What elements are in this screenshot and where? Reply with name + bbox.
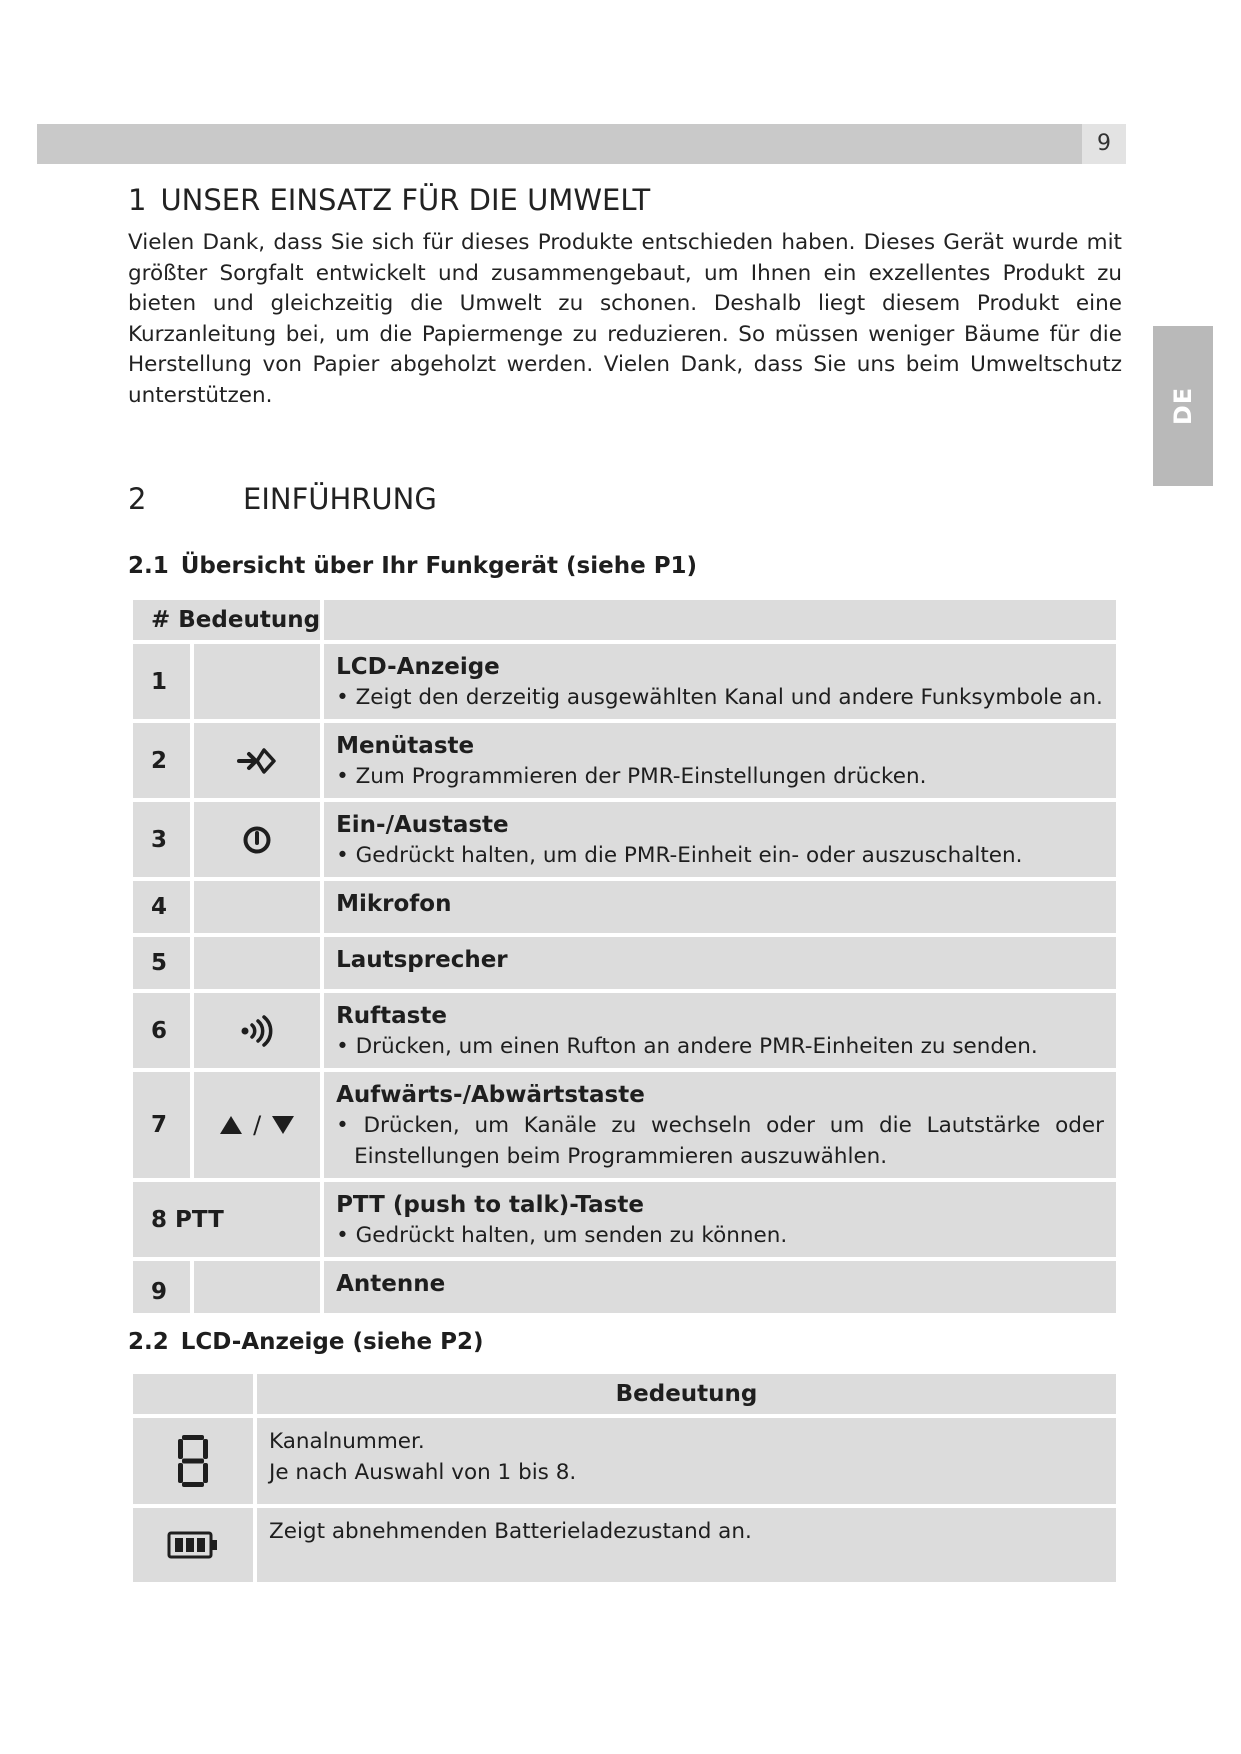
device-overview-table: [129, 596, 1120, 1317]
row-icon-cell: [194, 937, 320, 989]
language-tab-label: DE: [1169, 386, 1197, 426]
table-header-empty: [324, 600, 1116, 640]
language-tab: [1153, 326, 1213, 486]
call-signal-icon: [240, 1015, 274, 1047]
menu-arrow-icon: [237, 747, 277, 775]
table-row: [133, 937, 1116, 989]
table-row: [133, 1508, 1116, 1582]
row-icon-cell: [194, 644, 320, 719]
row-number: 4: [133, 881, 190, 933]
row-line: Zeigt abnehmenden Batterieladezustand an.: [269, 1519, 752, 1544]
row-title: Antenne: [336, 1271, 446, 1297]
section-2-number: 2: [128, 482, 147, 516]
row-icon-cell: [194, 1261, 320, 1313]
table-header-row: [133, 600, 1116, 640]
row-description: [257, 1508, 1116, 1582]
section-2-1-number: 2.1: [128, 553, 169, 579]
row-bullet: • Zum Programmieren der PMR-Einstellungen drücken.: [336, 764, 927, 789]
lcd-display-table: [129, 1370, 1120, 1586]
row-icon-cell: [194, 1072, 320, 1178]
section-1-title: UNSER EINSATZ FÜR DIE UMWELT: [160, 183, 651, 217]
row-description: [324, 1261, 1116, 1313]
row-description: [324, 723, 1116, 798]
row-icon-cell: [133, 1418, 253, 1504]
row-number-ptt-cell: [133, 1182, 320, 1257]
section-1-heading: [128, 183, 650, 217]
row-bullet: • Gedrückt halten, um senden zu können.: [336, 1223, 788, 1248]
row-bullet: • Zeigt den derzeitig ausgewählten Kanal und andere Funksymbole an.: [336, 685, 1103, 710]
row-icon-cell: [194, 802, 320, 877]
row-icon-cell: [194, 993, 320, 1068]
table-row: [133, 1072, 1116, 1178]
row-number: 7: [133, 1072, 190, 1178]
row-title: Ein-/Austaste: [336, 812, 509, 838]
row-description: [257, 1418, 1116, 1504]
row-bullet: • Drücken, um einen Rufton an andere PMR-Einheiten zu senden.: [336, 1034, 1038, 1059]
row-title: Menütaste: [336, 733, 475, 759]
row-number: 5: [133, 937, 190, 989]
down-arrow-icon: [270, 1114, 296, 1136]
row-icon-cell: [194, 723, 320, 798]
section-2-heading: [128, 482, 437, 516]
section-2-1-heading: [128, 553, 697, 579]
up-arrow-icon: [218, 1114, 244, 1136]
table-header-label: # Bedeutung: [151, 607, 321, 633]
section-2-title: EINFÜHRUNG: [243, 482, 437, 516]
table-row: [133, 723, 1116, 798]
row-title: LCD-Anzeige: [336, 654, 500, 680]
page-number: 9: [1082, 124, 1126, 164]
row-number: 2: [133, 723, 190, 798]
section-2-2-title: LCD-Anzeige (siehe P2): [180, 1329, 484, 1355]
table-row: [133, 1418, 1116, 1504]
battery-icon: [167, 1530, 219, 1560]
row-number: 9: [133, 1261, 190, 1313]
row-description: [324, 1182, 1116, 1257]
section-2-2-number: 2.2: [128, 1329, 169, 1355]
row-number: 3: [133, 802, 190, 877]
header-bar: [37, 124, 1082, 164]
table-header-row: [133, 1374, 1116, 1414]
table-header-empty: [133, 1374, 253, 1414]
row-title: Mikrofon: [336, 891, 452, 917]
row-bullet: • Gedrückt halten, um die PMR-Einheit ein- oder auszuschalten.: [336, 843, 1023, 868]
row-description: [324, 881, 1116, 933]
section-2-2-heading: [128, 1329, 484, 1355]
row-line: Je nach Auswahl von 1 bis 8.: [269, 1460, 577, 1485]
section-1-text: Vielen Dank, dass Sie sich für dieses Produkte entschieden haben. Dieses Gerät wurde mit größter Sorgfalt entwickelt und zusammengebaut, um Ihnen ein exzellentes Produkt zu bieten und gleichzeitig die Umwelt zu schonen. Deshalb liegt diesem Produkt eine Kurzanleitung bei, um die Papiermenge zu reduzieren. So müssen weniger Bäume für die Herstellung von Papier abgeholzt werden. Vielen Dank, dass Sie uns beim Umweltschutz unterstützen.: [128, 230, 1122, 408]
row-description: [324, 1072, 1116, 1178]
table-header-label: Bedeutung: [257, 1374, 1116, 1414]
table-row: [133, 881, 1116, 933]
section-2-1-title: Übersicht über Ihr Funkgerät (siehe P1): [180, 553, 698, 579]
section-1-number: 1: [128, 183, 147, 217]
table-row: [133, 802, 1116, 877]
icon-separator: /: [253, 1111, 262, 1139]
seven-segment-digit-icon: [176, 1433, 210, 1489]
row-number: 1: [133, 644, 190, 719]
table-header-cell: [133, 600, 320, 640]
power-icon: [242, 825, 272, 855]
row-bullet: • Drücken, um Kanäle zu wechseln oder um die Lautstärke oder Einstellungen beim Programmieren auszuwählen.: [336, 1113, 1104, 1169]
table-row: [133, 993, 1116, 1068]
table-row: [133, 1182, 1116, 1257]
row-icon-cell: [133, 1508, 253, 1582]
row-number: 8 PTT: [151, 1206, 224, 1233]
row-title: PTT (push to talk)-Taste: [336, 1192, 644, 1218]
row-line: Kanalnummer.: [269, 1429, 425, 1454]
row-description: [324, 644, 1116, 719]
row-title: Ruftaste: [336, 1003, 447, 1029]
row-description: [324, 993, 1116, 1068]
row-title: Aufwärts-/Abwärtstaste: [336, 1082, 645, 1108]
table-row: [133, 644, 1116, 719]
table-row: [133, 1261, 1116, 1313]
row-icon-cell: [194, 881, 320, 933]
row-title: Lautsprecher: [336, 947, 508, 973]
row-description: [324, 937, 1116, 989]
row-number: 6: [133, 993, 190, 1068]
row-description: [324, 802, 1116, 877]
